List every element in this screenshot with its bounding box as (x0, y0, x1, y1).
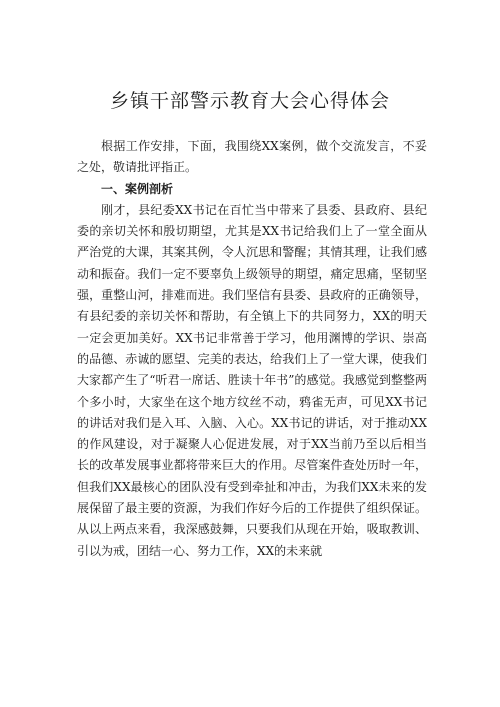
document-title: 乡镇干部警示教育大会心得体会 (109, 90, 390, 112)
section-heading-case-analysis: 一、案例剖析 (101, 181, 174, 196)
intro-paragraph: 根据工作安排，下面，我围绕XX案例，做个交流发言，不妥之处，敬请批评指正。 (77, 139, 427, 175)
document-body (77, 136, 427, 562)
case-analysis-paragraph: 刚才，县纪委XX书记在百忙当中带来了县委、县政府、县纪委的亲切关怀和殷切期望，尤其是XX书记给我们上了一堂全面从严治党的大课，其案其例，令人沉思和警醒；其情其理，让我们感动和振奋。我们一定不要辜负上级领导的期望，痛定思痛，坚韧坚强，重整山河，排难而进。我们坚信有县委、县政府的正确领导，有县纪委的亲切关怀和帮助，有全镇上下的共同努力，XX的明天一定会更加美好。XX书记非常善于学习，他用渊博的学识、崇高的品德、赤诚的愿望、完美的表达，给我们上了一堂大课，使我们大家都产生了“听君一席话、胜读十年书”的感觉。我感觉到整整两个多小时，大家坐在这个地方纹丝不动，鸦雀无声，可见XX书记的讲话对我们是入耳、入脑、入心。XX书记的讲话，对于推动XX的作风建设，对于凝聚人心促进发展，对于XX当前乃至以后相当长的改革发展事业都将带来巨大的作用。尽管案件查处历时一年，但我们XX最核心的团队没有受到牵扯和冲击，为我们XX未来的发展保留了最主要的资源，为我们作好今后的工作提供了组织保证。从以上两点来看，我深感鼓舞，只要我们从现在开始，吸取教训、引以为戒，团结一心、努力工作，XX的未来就 (77, 202, 427, 558)
